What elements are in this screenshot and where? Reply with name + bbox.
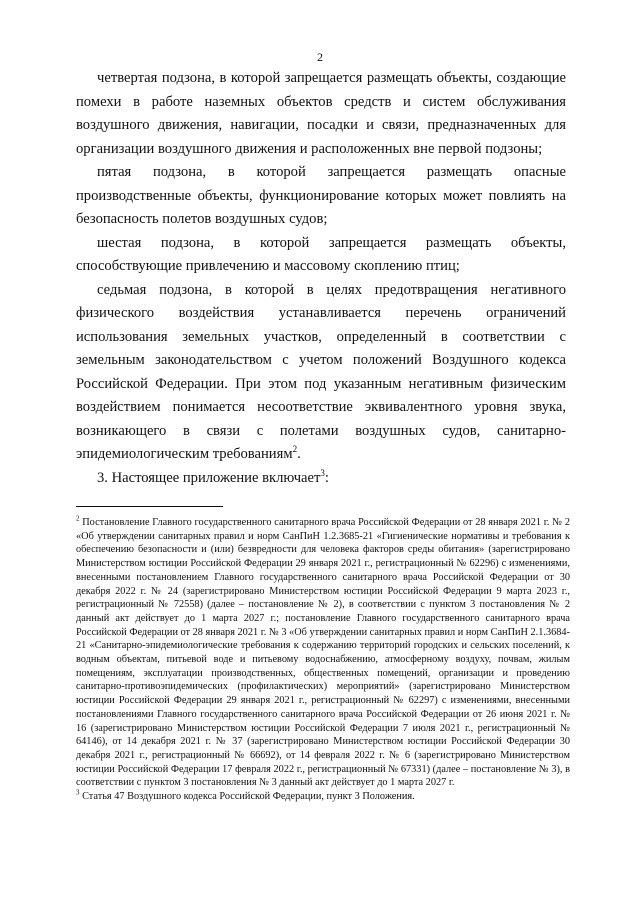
section-3-text: 3. Настоящее приложение включает xyxy=(97,469,321,486)
footnote-ref-2: 2 xyxy=(292,444,298,455)
paragraph-subzone-6: шестая подзона, в которой запрещается размещать объекты, способствующие привлечению и массовому скоплению птиц; xyxy=(76,234,566,274)
footnote-3 xyxy=(76,790,570,804)
footnote-3-marker: 3 xyxy=(76,788,80,797)
paragraph-subzone-5: пятая подзона, в которой запрещается размещать опасные производственные объекты, функционирование которых может повлиять на безопасность полетов воздушных судов; xyxy=(76,164,566,227)
footnote-3-text: Статья 47 Воздушного кодекса Российской Федерации, пункт 3 Положения. xyxy=(82,791,415,803)
paragraph-subzone-7 xyxy=(76,279,566,467)
footnotes xyxy=(76,516,570,804)
footnote-separator xyxy=(76,506,223,507)
footnote-2 xyxy=(76,516,570,790)
main-text xyxy=(76,67,566,490)
footnote-2-marker: 2 xyxy=(76,514,80,523)
page-number: 2 xyxy=(317,50,323,64)
section-3 xyxy=(76,467,566,491)
paragraph-subzone-4: четвертая подзона, в которой запрещается размещать объекты, создающие помехи в работе наземных объектов средств и систем обслуживания воздушного движения, навигации, посадки и связи, предназначенных для организации воздушного движения и расположенных вне первой подзоны; xyxy=(76,70,566,157)
paragraph-subzone-7-text: седьмая подзона, в которой в целях предотвращения негативного физического воздействия устанавливается перечень ограничений использования земельных участков, определенный в соответствии с земельным законодательством с учетом положений Воздушного кодекса Российской Федерации. При этом под указанным негативным физическим воздействием понимается несоответствие эквивалентного уровня звука, возникающего в связи с полетами воздушных судов, санитарно-эпидемиологическим требованиям xyxy=(76,281,566,462)
footnote-ref-3: 3 xyxy=(320,467,325,478)
footnote-2-text: Постановление Главного государственного санитарного врача Российской Федерации от 28 января 2021 г. № 2 «Об утверждении санитарных правил и норм СанПиН 1.2.3685-21 «Гигиенические нормативы и требования к обеспечению безопасности и (или) безвредности для человека факторов среды обитания» (зарегистрировано Министерством юстиции Российской Федерации 29 января 2021 г., регистрационный № 62296) с изменениями, внесенными постановлением Главного государственного санитарного врача Российской Федерации от 30 декабря 2022 г. № 24 (зарегистрировано Министерством юстиции Российской Федерации 9 марта 2023 г., регистрационный № 72558) (далее – постановление № 2), в соответствии с пунктом 3 постановления № 2 данный акт действует до 1 марта 2027 г.; постановление Главного государственного санитарного врача Российской Федерации от 28 января 2021 г. № 3 «Об утверждении санитарных правил и норм СанПиН 2.1.3684-21 «Санитарно-эпидемиологические требования к содержанию территорий городских и сельских поселений, к водным объектам, питьевой воде и питьевому водоснабжению, атмосферному воздуху, почвам, жилым помещениям, эксплуатации производственных, общественных помещений, организации и проведению санитарно-противоэпидемических (профилактических) мероприятий» (зарегистрировано Министерством юстиции Российской Федерации 29 января 2021 г., регистрационный № 62297) с изменениями, внесенными постановлениями Главного государственного санитарного врача Российской Федерации от 26 июня 2021 г. № 16 (зарегистрировано Министерством юстиции Российской Федерации 7 июля 2021 г., регистрационный № 64146), от 14 декабря 2021 г. № 37 (зарегистрировано Министерством юстиции Российской Федерации 30 декабря 2021 г., регистрационный № 66692), от 14 февраля 2022 г. № 6 (зарегистрировано Министерством юстиции Российской Федерации 17 февраля 2022 г., регистрационный № 67331) (далее – постановление № 3), в соответствии с пунктом 3 постановления № 3 данный акт действует до 1 марта 2027 г. xyxy=(76,517,571,789)
paragraph-subzone-7-end: . xyxy=(297,446,301,462)
section-3-end: : xyxy=(324,469,329,486)
